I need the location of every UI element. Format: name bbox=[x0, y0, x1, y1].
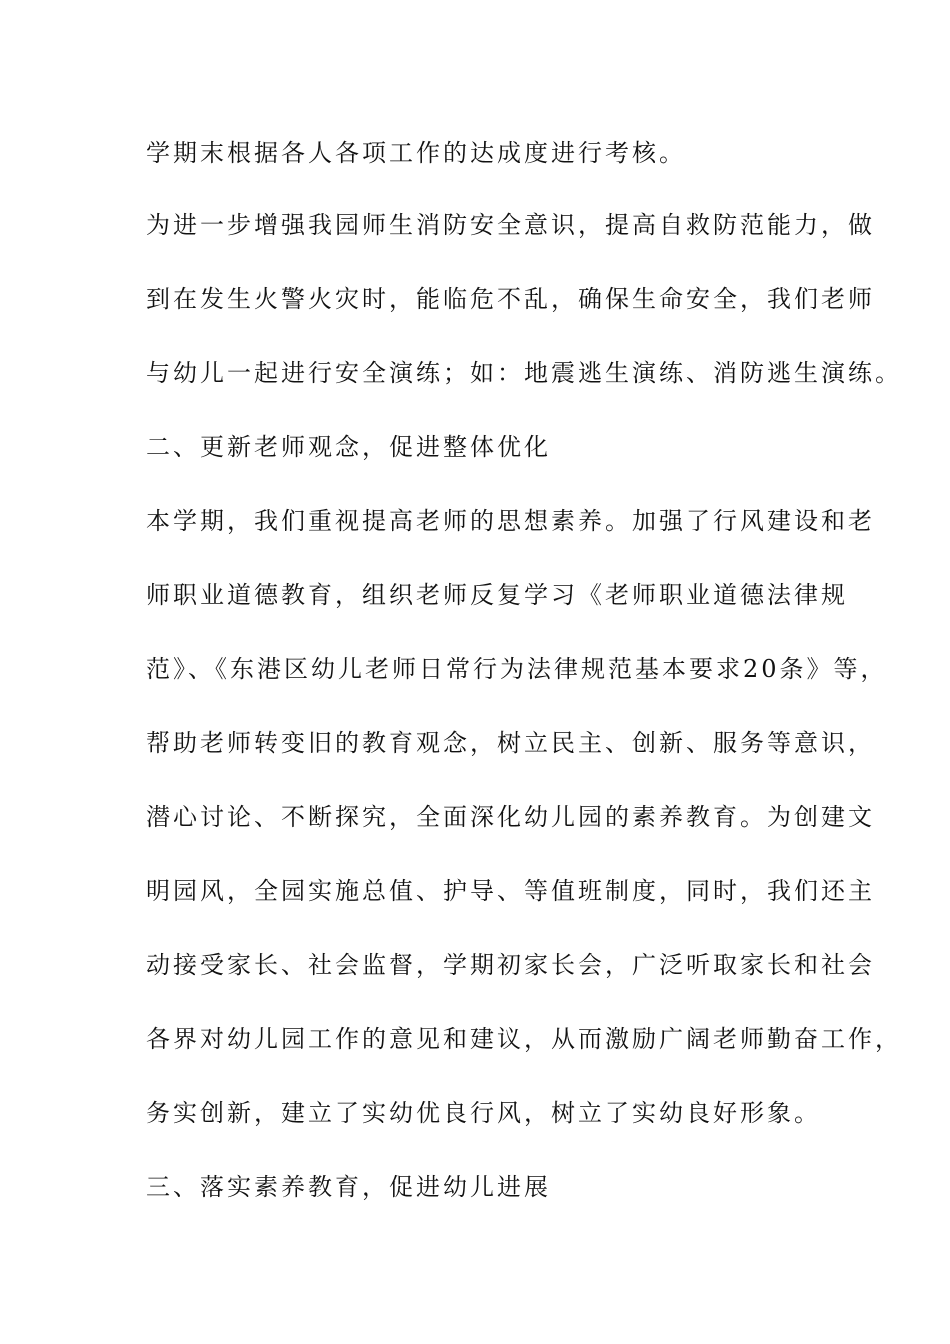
text-line: 范》、《东港区幼儿老师日常行为法律规范基本要求20条》等， bbox=[146, 655, 888, 683]
text-line: 师职业道德教育，组织老师反复学习《老师职业道德法律规 bbox=[146, 581, 848, 609]
text-line: 与幼儿一起进行安全演练；如：地震逃生演练、消防逃生演练。 bbox=[146, 359, 902, 387]
text-line: 务实创新，建立了实幼优良行风，树立了实幼良好形象。 bbox=[146, 1099, 821, 1127]
section-heading: 三、落实素养教育，促进幼儿进展 bbox=[146, 1173, 551, 1201]
text-line: 潜心讨论、不断探究，全面深化幼儿园的素养教育。为创建文 bbox=[146, 803, 875, 831]
section-heading: 二、更新老师观念，促进整体优化 bbox=[146, 433, 551, 461]
text-line: 本学期，我们重视提高老师的思想素养。加强了行风建设和老 bbox=[146, 507, 875, 535]
text-line: 到在发生火警火灾时，能临危不乱，确保生命安全，我们老师 bbox=[146, 285, 875, 313]
text-line: 帮助老师转变旧的教育观念，树立民主、创新、服务等意识， bbox=[146, 729, 875, 757]
text-line: 动接受家长、社会监督，学期初家长会，广泛听取家长和社会 bbox=[146, 951, 875, 979]
text-line: 为进一步增强我园师生消防安全意识，提高自救防范能力，做 bbox=[146, 211, 875, 239]
text-line: 各界对幼儿园工作的意见和建议，从而激励广阔老师勤奋工作， bbox=[146, 1025, 902, 1053]
text-line: 学期末根据各人各项工作的达成度进行考核。 bbox=[146, 139, 686, 167]
text-line: 明园风，全园实施总值、护导、等值班制度，同时，我们还主 bbox=[146, 877, 875, 905]
